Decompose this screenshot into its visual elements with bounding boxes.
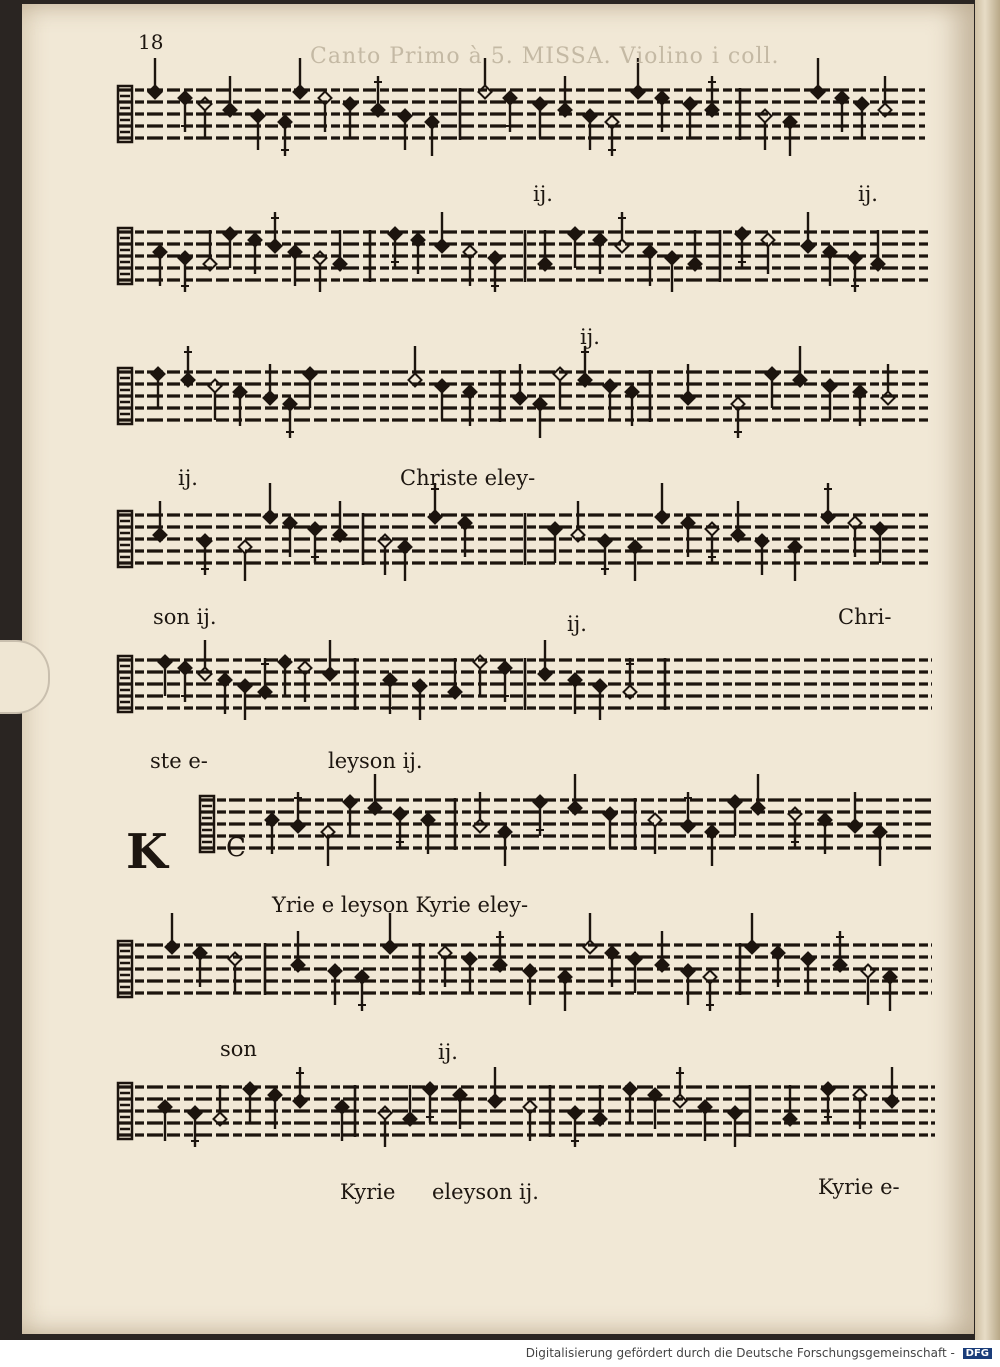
note-head bbox=[812, 86, 825, 99]
note-head bbox=[554, 368, 567, 381]
note-head bbox=[344, 796, 357, 809]
note-head bbox=[279, 656, 292, 669]
note-head bbox=[534, 98, 547, 111]
note-head bbox=[632, 86, 645, 99]
note-head bbox=[666, 252, 679, 265]
note-head bbox=[746, 941, 759, 954]
note-head bbox=[766, 368, 779, 381]
note-head bbox=[436, 380, 449, 393]
note-head bbox=[304, 368, 317, 381]
note-head bbox=[436, 240, 449, 253]
note-head bbox=[802, 240, 815, 253]
note-head bbox=[424, 1083, 437, 1096]
note-head bbox=[569, 228, 582, 241]
lyric-text: leyson ij. bbox=[328, 749, 423, 773]
lyric-text: eleyson ij. bbox=[432, 1180, 539, 1204]
note-head bbox=[489, 252, 502, 265]
note-head bbox=[199, 535, 212, 548]
note-head bbox=[159, 656, 172, 669]
note-head bbox=[474, 820, 487, 833]
note-head bbox=[534, 796, 547, 809]
note-head bbox=[152, 368, 165, 381]
note-head bbox=[474, 656, 487, 669]
note-head bbox=[149, 86, 162, 99]
note-head bbox=[189, 1107, 202, 1120]
note-head bbox=[886, 1095, 899, 1108]
note-head bbox=[344, 98, 357, 111]
note-head bbox=[802, 953, 815, 966]
lyric-text: Yrie e leyson Kyrie eley- bbox=[272, 893, 529, 917]
lyric-text: son bbox=[220, 1037, 257, 1061]
note-head bbox=[229, 953, 242, 966]
note-head bbox=[539, 668, 552, 681]
note-head bbox=[656, 511, 669, 524]
lyric-text: Kyrie e- bbox=[818, 1175, 900, 1199]
dfg-logo-icon: DFG bbox=[963, 1348, 992, 1359]
note-head bbox=[822, 1083, 835, 1096]
initial-letter: K bbox=[126, 824, 168, 880]
lyric-text: son ij. bbox=[153, 605, 217, 629]
note-head bbox=[729, 796, 742, 809]
page-number: 18 bbox=[138, 30, 164, 54]
note-head bbox=[682, 820, 695, 833]
digitization-footer bbox=[0, 1340, 1000, 1367]
running-header: Canto Primo à 5. MISSA. Violino i coll. bbox=[310, 44, 780, 69]
note-head bbox=[684, 98, 697, 111]
note-head bbox=[239, 680, 252, 693]
lyric-text: Chri- bbox=[838, 605, 892, 629]
note-head bbox=[199, 668, 212, 681]
note-head bbox=[464, 953, 477, 966]
note-head bbox=[756, 535, 769, 548]
note-head bbox=[624, 1083, 637, 1096]
note-head bbox=[789, 808, 802, 821]
note-head bbox=[379, 1107, 392, 1120]
note-head bbox=[429, 511, 442, 524]
note-head bbox=[314, 252, 327, 265]
lyric-text: ij. bbox=[567, 612, 587, 636]
note-head bbox=[269, 240, 282, 253]
note-head bbox=[389, 228, 402, 241]
lyric-text: ij. bbox=[858, 182, 878, 206]
lyric-text: ij. bbox=[438, 1040, 458, 1064]
note-head bbox=[569, 1107, 582, 1120]
note-head bbox=[882, 392, 895, 405]
note-head bbox=[294, 86, 307, 99]
note-head bbox=[616, 240, 629, 253]
note-head bbox=[294, 1095, 307, 1108]
note-head bbox=[706, 523, 719, 536]
note-head bbox=[489, 1095, 502, 1108]
note-head bbox=[244, 1083, 257, 1096]
note-head bbox=[324, 668, 337, 681]
note-head bbox=[682, 965, 695, 978]
note-head bbox=[862, 965, 875, 978]
note-head bbox=[549, 523, 562, 536]
note-head bbox=[849, 252, 862, 265]
note-head bbox=[329, 965, 342, 978]
lyric-text: ij. bbox=[580, 325, 600, 349]
lyric-text: ij. bbox=[178, 466, 198, 490]
note-head bbox=[292, 820, 305, 833]
note-head bbox=[736, 228, 749, 241]
note-head bbox=[524, 965, 537, 978]
note-head bbox=[379, 535, 392, 548]
footer-credit: Digitalisierung gefördert durch die Deutsche Forschungsgemeinschaft - DFG bbox=[526, 1346, 992, 1360]
time-signature: C bbox=[226, 833, 246, 863]
lyric-text: ste e- bbox=[150, 749, 208, 773]
note-head bbox=[599, 535, 612, 548]
note-head bbox=[584, 941, 597, 954]
note-head bbox=[209, 380, 222, 393]
note-head bbox=[682, 392, 695, 405]
note-head bbox=[822, 511, 835, 524]
note-head bbox=[264, 511, 277, 524]
note-head bbox=[604, 808, 617, 821]
note-head bbox=[179, 252, 192, 265]
lyric-text: Kyrie bbox=[340, 1180, 396, 1204]
note-head bbox=[224, 228, 237, 241]
note-head bbox=[856, 98, 869, 111]
note-head bbox=[849, 820, 862, 833]
note-head bbox=[674, 1095, 687, 1108]
note-head bbox=[514, 392, 527, 405]
note-head bbox=[594, 680, 607, 693]
note-head bbox=[729, 1107, 742, 1120]
note-head bbox=[584, 110, 597, 123]
note-head bbox=[604, 380, 617, 393]
note-head bbox=[252, 110, 265, 123]
note-head bbox=[309, 523, 322, 536]
note-head bbox=[479, 86, 492, 99]
note-head bbox=[264, 392, 277, 405]
note-head bbox=[414, 680, 427, 693]
note-head bbox=[824, 380, 837, 393]
lyric-text: Christe eley- bbox=[400, 466, 536, 490]
note-head bbox=[384, 941, 397, 954]
note-head bbox=[759, 110, 772, 123]
note-head bbox=[394, 808, 407, 821]
note-head bbox=[629, 953, 642, 966]
note-head bbox=[199, 98, 212, 111]
note-head bbox=[874, 523, 887, 536]
lyric-text: ij. bbox=[533, 182, 553, 206]
note-head bbox=[399, 110, 412, 123]
note-head bbox=[166, 941, 179, 954]
